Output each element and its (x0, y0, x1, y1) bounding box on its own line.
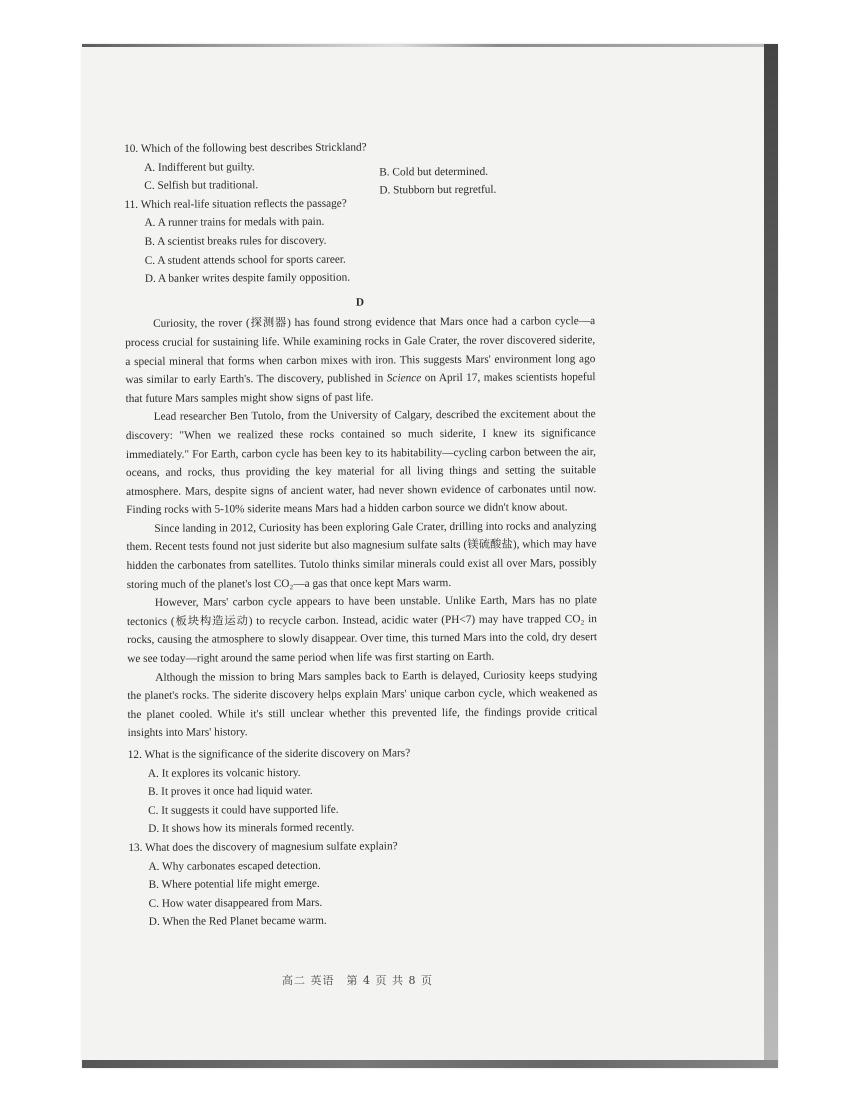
scan-edge-bottom (82, 1060, 778, 1068)
option-b: B. Where potential life might emerge. (148, 877, 320, 892)
option-a: A. Indifferent but guilty. (144, 160, 255, 174)
passage-paragraph-5: Although the mission to bring Mars samples back to Earth is delayed, Curiosity keeps studying the planet's rocks. The siderite discovery helps explain Mars' unique carbon cycle, which weakened as the planet cooled. While it's still unclear whether this prevented life, the findings provide critical insights into Mars' history. (127, 668, 598, 740)
option-a: A. Why carbonates escaped detection. (148, 859, 321, 873)
page-footer: 高二 英语 第 4 页 共 8 页 (282, 974, 433, 987)
option-a: A. A runner trains for medals with pain. (144, 216, 325, 230)
scan-edge-top (82, 44, 778, 47)
question-stem: 11. Which real-life situation reflects the passage? (124, 197, 347, 211)
journal-name: Science (386, 372, 422, 385)
section-heading: D (355, 296, 365, 309)
passage-paragraph-1 (125, 312, 596, 408)
option-b: B. Cold but determined. (379, 165, 489, 179)
option-d: D. It shows how its minerals formed recently. (148, 821, 355, 836)
exam-content (124, 137, 599, 932)
option-d: D. Stubborn but regretful. (379, 183, 497, 197)
option-c: C. Selfish but traditional. (144, 179, 259, 193)
question-stem: 12. What is the significance of the siderite discovery on Mars? (127, 747, 411, 761)
question-10 (124, 137, 594, 196)
question-13 (128, 836, 599, 932)
passage-paragraph-3: Since landing in 2012, Curiosity has been exploring Gale Crater, drilling into rocks and analyzing them. Recent tests found not just siderite but also magnesium sulfate salts (镁硫酸盐), which may have hidden the carbonates from satellites. Tutolo thinks similar minerals could exist all over Mars, possibly storing much of the planet's lost CO₂—a gas that once kept Mars warm. (126, 519, 597, 591)
question-stem: 10. Which of the following best describes Strickland? (124, 141, 367, 155)
paragraph-text: on April 17, makes scientists hopeful that future Mars samples might show signs of past life. (125, 371, 596, 405)
option-c: C. A student attends school for sports career. (144, 253, 346, 267)
option-a: A. It explores its volcanic history. (147, 766, 301, 780)
question-11 (124, 193, 595, 289)
option-d: D. When the Red Planet became warm. (148, 915, 327, 929)
option-c: C. It suggests it could have supported life. (148, 803, 339, 817)
passage-paragraph-2: Lead researcher Ben Tutolo, from the University of Calgary, described the excitement about the discovery: "When we realized these rocks contained so much siderite, I knew its significance immediately." For Earth, carbon cycle has been key to its habitability—cycling carbon between the air, oceans, and rocks, thus providing the key material for all living things and setting the suitable atmosphere. Mars, despite signs of ancient water, had never shown evidence of carbonates until now. Finding rocks with 5-10% siderite means Mars had a hidden carbon source we didn't know about. (125, 408, 597, 517)
option-b: B. A scientist breaks rules for discovery. (144, 234, 327, 248)
paragraph-text: Curiosity, the rover (探测器) has found strong evidence that Mars once had a carbon cycle—a process crucial for sustaining life. While examining rocks in Gale Crater, the rover discovered siderite, a special mineral that forms when carbon mixes with iron. This suggests Mars' environment long ago was similar to early Earth's. The discovery, published in (125, 315, 596, 387)
option-b: B. It proves it once had liquid water. (147, 785, 313, 799)
option-c: C. How water disappeared from Mars. (148, 896, 323, 910)
options (124, 156, 594, 196)
scan-edge-right (764, 44, 778, 1068)
passage-paragraph-4: However, Mars' carbon cycle appears to have been unstable. Unlike Earth, Mars has no plate tectonics (板块构造运动) to recycle carbon. Instead, acidic water (PH<7) may have trapped CO₂ in rocks, causing the atmosphere to slowly disappear. Over time, this turned Mars into the cold, dry desert we see today—right around the same period when life was first starting on Earth. (126, 594, 598, 666)
question-12 (128, 743, 599, 839)
option-d: D. A banker writes despite family opposition. (144, 271, 351, 286)
question-stem: 13. What does the discovery of magnesium sulfate explain? (128, 840, 398, 854)
